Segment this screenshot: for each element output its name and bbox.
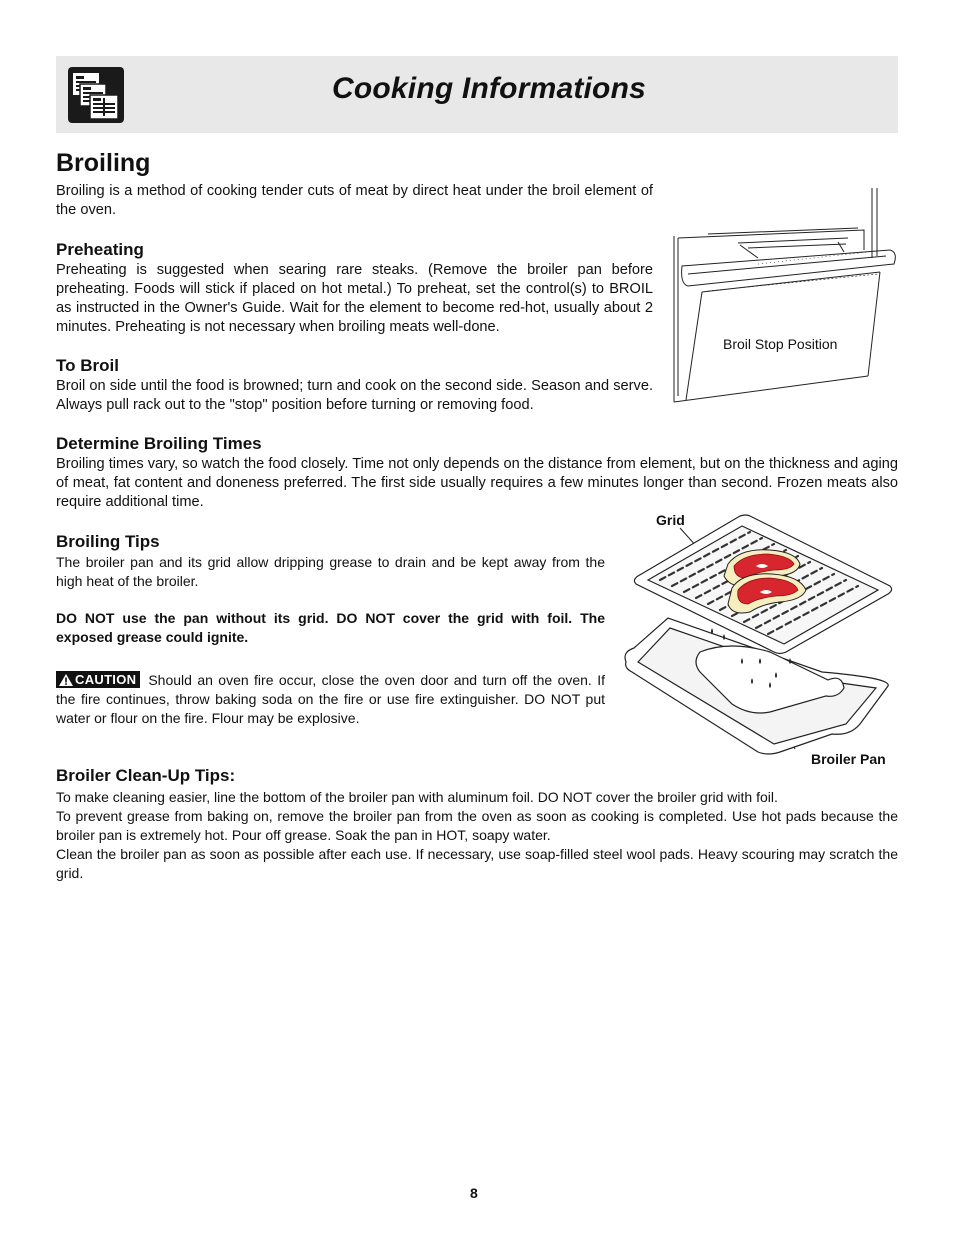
- document-pages-icon: [68, 67, 124, 123]
- warning-triangle-icon: [59, 674, 73, 686]
- oven-figure-label: Broil Stop Position: [723, 336, 838, 352]
- preheating-paragraph: Preheating is suggested when searing rare steaks. (Remove the broiler pan before preheating. Foods will stick if placed on hot metal.) To preheat, set the control(s) to BROIL as instructed in the Owner's Guide. Wait for the element to become red-hot, usually about 2 minutes. Preheating is not necessary when broiling meats well-done.: [56, 262, 653, 335]
- determine-times-paragraph: Broiling times vary, so watch the food closely. Time not only depends on the distance from element, but on the thickness and aging of meat, fat content and doneness preferred. The first side usually requires a few minutes longer than second. Frozen meats also require additional time.: [56, 456, 898, 510]
- cleanup-line-2: To prevent grease from baking on, remove the broiler pan from the oven as soon as cooking is completed. Use hot pads because the broiler pan is extremely hot. Pour off grease. Soak the pan in HOT, soapy water.: [56, 808, 898, 843]
- caution-label: CAUTION: [75, 672, 137, 687]
- broiling-tips-heading: Broiling Tips: [56, 532, 160, 551]
- cleanup-heading: Broiler Clean-Up Tips:: [56, 766, 236, 785]
- page-title: Cooking Informations: [332, 72, 646, 105]
- broiler-pan-label: Broiler Pan: [811, 751, 886, 767]
- to-broil-paragraph: Broil on side until the food is browned; turn and cook on the second side. Season and serve. Always pull rack out to the "stop" position before turning or removing food.: [56, 378, 653, 413]
- grid-label: Grid: [656, 512, 685, 528]
- grid-warning: DO NOT use the pan without its grid. DO NOT cover the grid with foil. The exposed grease could ignite.: [56, 610, 605, 645]
- broiler-pan-grid-figure: [620, 512, 900, 762]
- caution-badge: [56, 671, 140, 688]
- preheating-heading: Preheating: [56, 240, 144, 259]
- caution-paragraph: [56, 671, 605, 728]
- intro-paragraph: Broiling is a method of cooking tender cuts of meat by direct heat under the broil element of the oven.: [56, 183, 653, 218]
- oven-broil-stop-figure: [668, 186, 900, 410]
- broiling-tips-paragraph: The broiler pan and its grid allow dripping grease to drain and be kept away from the high heat of the broiler.: [56, 554, 605, 589]
- determine-times-heading: Determine Broiling Times: [56, 434, 262, 453]
- caution-text: Should an oven fire occur, close the oven door and turn off the oven. If the fire continues, throw baking soda on the fire or use fire extinguisher. DO NOT put water or flour on the fire. Flour may be explosive.: [56, 672, 605, 726]
- cleanup-line-1: To make cleaning easier, line the bottom of the broiler pan with aluminum foil. DO NOT cover the broiler grid with foil.: [56, 789, 778, 805]
- to-broil-heading: To Broil: [56, 356, 119, 375]
- page-number: 8: [470, 1185, 478, 1201]
- cleanup-line-3: Clean the broiler pan as soon as possible after each use. If necessary, use soap-filled steel wool pads. Heavy scouring may scratch the grid.: [56, 846, 898, 881]
- page-header: [56, 56, 898, 133]
- section-title: Broiling: [56, 149, 151, 177]
